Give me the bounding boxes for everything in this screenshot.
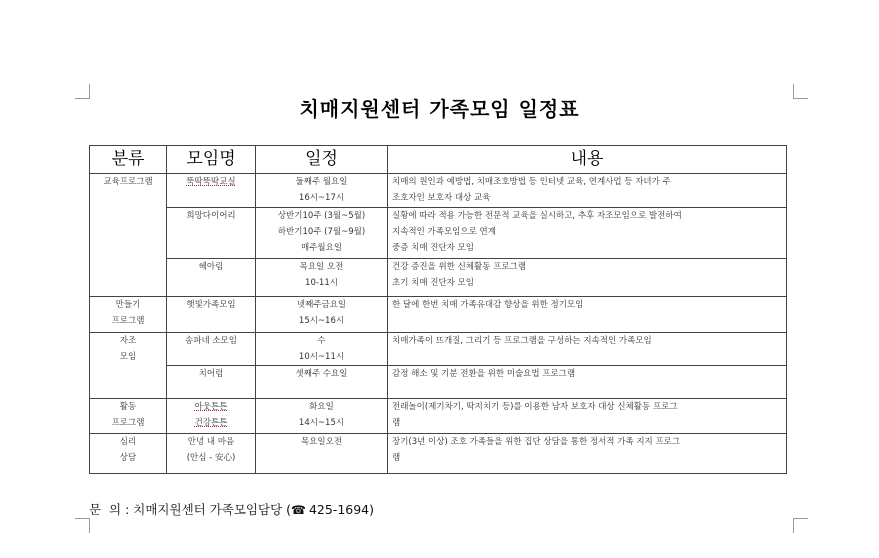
table-row — [90, 333, 787, 366]
inquiry-text: 치매지원센터 가족모임담당 — [133, 502, 283, 517]
phone-icon: ☎ — [291, 503, 306, 517]
content-cell: 한 달에 한번 치매 가족유대감 향상을 위한 정기모임 — [388, 297, 787, 333]
category-cell: 활동 프로그램 — [90, 399, 167, 434]
schedule-cell: 둘째주 월요일 16시~17시 — [256, 174, 388, 208]
inquiry-prefix: 문 의 : — [89, 502, 134, 517]
schedule-cell: 수 10시~11시 — [256, 333, 388, 366]
page-corner-mark — [75, 518, 90, 533]
meeting-name-cell: 희망다이어리 — [167, 208, 256, 259]
content-cell: 전래놀이(제기차기, 딱지치기 등)를 이용한 남자 보호자 대상 신체활동 프로그 램 — [388, 399, 787, 434]
schedule-table — [89, 145, 787, 474]
meeting-name-cell: 안녕 내 마음 (안심 - 安心) — [167, 434, 256, 474]
category-cell: 만들기 프로그램 — [90, 297, 167, 333]
schedule-cell: 목요일오전 — [256, 434, 388, 474]
category-cell: 교육프로그램 — [90, 174, 167, 297]
header-schedule: 일정 — [256, 146, 388, 174]
schedule-cell: 화요일 14시~15시 — [256, 399, 388, 434]
category-cell: 심리 상담 — [90, 434, 167, 474]
meeting-name-cell: 헤아림 — [167, 259, 256, 297]
document-title: 치매지원센터 가족모임 일정표 — [299, 97, 580, 121]
table-row — [90, 174, 787, 208]
content-cell: 치매의 원인과 예방법, 치매조호방법 등 인터넷 교육, 연계사업 등 자녀가 주 조호자인 보호자 대상 교육 — [388, 174, 787, 208]
table-row — [90, 259, 787, 297]
header-content: 내용 — [388, 146, 787, 174]
table-row — [90, 208, 787, 259]
inquiry-line: 문 의 : 치매지원센터 가족모임담당 (☎ 425-1694) — [89, 502, 375, 517]
header-meeting-name: 모임명 — [167, 146, 256, 174]
schedule-cell: 셋째주 수요일 — [256, 366, 388, 399]
meeting-name-cell: 뚝딱뚝딱교실 — [167, 174, 256, 208]
header-category: 분류 — [90, 146, 167, 174]
meeting-name-cell: 치어럼 — [167, 366, 256, 399]
table-row — [90, 297, 787, 333]
content-cell: 치매가족이 뜨개질, 그리기 등 프로그램을 구성하는 지속적인 가족모임 — [388, 333, 787, 366]
schedule-cell: 목요일 오전 10-11시 — [256, 259, 388, 297]
table-header-row — [90, 146, 787, 174]
page-corner-mark — [793, 518, 808, 533]
category-cell: 자조 모임 — [90, 333, 167, 399]
content-cell: 건강 증진을 위한 신체활동 프로그램 초기 치매 진단자 모임 — [388, 259, 787, 297]
phone-number: 425-1694 — [308, 502, 370, 517]
schedule-cell: 넷째주금요일 15시~16시 — [256, 297, 388, 333]
content-cell: 장기(3년 이상) 조호 가족들을 위한 집단 상담을 통한 정서적 가족 지지 프로그 램 — [388, 434, 787, 474]
meeting-name-cell: 아웃튼튼 건강튼튼 — [167, 399, 256, 434]
table-row — [90, 434, 787, 474]
schedule-cell: 상반기10주 (3월~5월) 하반기10주 (7월~9월) 매주월요일 — [256, 208, 388, 259]
content-cell: 감정 해소 및 기분 전환을 위한 미술요법 프로그램 — [388, 366, 787, 399]
meeting-name-cell: 송파네 소모임 — [167, 333, 256, 366]
table-row — [90, 399, 787, 434]
content-cell: 실황에 따라 적용 가능한 전문적 교육을 실시하고, 추후 자조모임으로 발전하여 지속적인 가족모임으로 연계 중증 치매 진단자 모임 — [388, 208, 787, 259]
table-row — [90, 366, 787, 399]
meeting-name-cell: 햇빛가족모임 — [167, 297, 256, 333]
